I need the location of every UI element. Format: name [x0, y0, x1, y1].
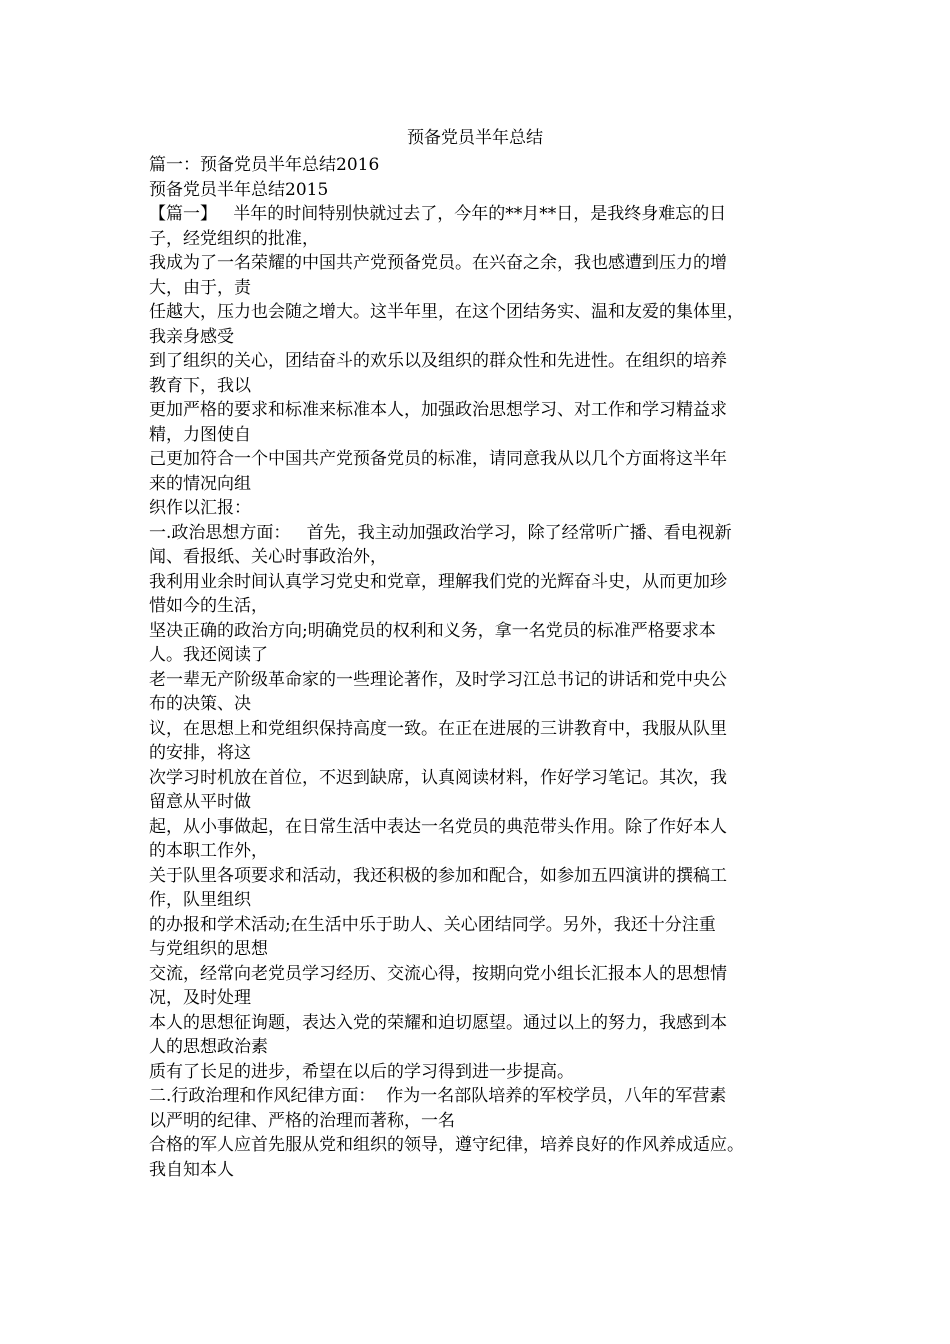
- text-line: 布的决策、决: [149, 694, 251, 714]
- text-line: 交流，经常向老党员学习经历、交流心得，按期向党小组长汇报本人的思想情: [149, 963, 727, 984]
- text-line: 起，从小事做起，在日常生活中表达一名党员的典范带头作用。除了作好本人: [149, 816, 727, 837]
- text-line: 的本职工作外，: [149, 841, 268, 861]
- text-line: 人的思想政治素: [149, 1037, 268, 1057]
- document-body: [149, 153, 809, 1182]
- text-line: 一.政治思想方面： 首先，我主动加强政治学习，除了经常听广播、看电视新: [149, 522, 732, 543]
- text-line: 作，队里组织: [149, 890, 251, 910]
- text-line: 老一辈无产阶级革命家的一些理论著作，及时学习江总书记的讲话和党中央公: [149, 669, 727, 690]
- text-line: 我亲身感受: [149, 326, 234, 347]
- text-line: 本人的思想征询题，表达入党的荣耀和迫切愿望。通过以上的努力，我感到本: [149, 1012, 727, 1033]
- text-line: 合格的军人应首先服从党和组织的领导，遵守纪律，培养良好的作风养成适应。: [149, 1135, 744, 1155]
- text-line: 议，在思想上和党组织保持高度一致。在正在进展的三讲教育中，我服从队里: [149, 718, 727, 739]
- text-line: 预备党员半年总结2015: [149, 179, 329, 200]
- text-line: 二.行政治理和作风纪律方面： 作为一名部队培养的军校学员，八年的军营素: [149, 1086, 727, 1106]
- text-line: 留意从平时做: [149, 792, 251, 812]
- text-line: 况，及时处理: [149, 988, 251, 1008]
- text-line: 篇一：预备党员半年总结2016: [149, 155, 380, 175]
- text-line: 任越大，压力也会随之增大。这半年里，在这个团结务实、温和友爱的集体里，: [149, 302, 744, 322]
- text-line: 我自知本人: [149, 1159, 234, 1180]
- text-line: 更加严格的要求和标准来标准本人，加强政治思想学习、对工作和学习精益求: [149, 400, 727, 420]
- text-line: 【篇一】 半年的时间特别快就过去了，今年的**月**日，是我终身难忘的日: [149, 204, 727, 224]
- text-line: 以严明的纪律、严格的治理而著称，一名: [149, 1110, 455, 1131]
- text-line: 精，力图使自: [149, 424, 251, 445]
- text-line: 大，由于，责: [149, 277, 251, 298]
- document-title: 预备党员半年总结: [407, 128, 543, 148]
- text-line: 惜如今的生活，: [149, 596, 268, 616]
- text-line: 织作以汇报：: [149, 498, 251, 518]
- text-line: 来的情况向组: [149, 473, 251, 494]
- text-line: 质有了长足的进步，希望在以后的学习得到进一步提高。: [149, 1061, 574, 1082]
- text-line: 子，经党组织的批准，: [149, 228, 319, 249]
- text-line: 教育下，我以: [149, 375, 251, 396]
- text-line: 次学习时机放在首位，不迟到缺席，认真阅读材料，作好学习笔记。其次，我: [149, 767, 727, 788]
- text-line: 到了组织的关心，团结奋斗的欢乐以及组织的群众性和先进性。在组织的培养: [149, 351, 727, 371]
- text-line: 我成为了一名荣耀的中国共产党预备党员。在兴奋之余，我也感遭到压力的增: [149, 253, 727, 273]
- text-line: 人。我还阅读了: [149, 645, 268, 665]
- text-line: 关于队里各项要求和活动，我还积极的参加和配合，如参加五四演讲的撰稿工: [149, 865, 727, 886]
- text-line: 的办报和学术活动;在生活中乐于助人、关心团结同学。另外，我还十分注重: [149, 914, 716, 935]
- text-line: 我利用业余时间认真学习党史和党章，理解我们党的光辉奋斗史，从而更加珍: [149, 571, 727, 592]
- text-line: 坚决正确的政治方向;明确党员的权利和义务，拿一名党员的标准严格要求本: [149, 620, 716, 641]
- text-line: 与党组织的思想: [149, 939, 268, 959]
- text-line: 闻、看报纸、关心时事政治外，: [149, 547, 387, 567]
- text-line: 的安排，将这: [149, 743, 251, 763]
- text-line: 己更加符合一个中国共产党预备党员的标准，请同意我从以几个方面将这半年: [149, 449, 727, 469]
